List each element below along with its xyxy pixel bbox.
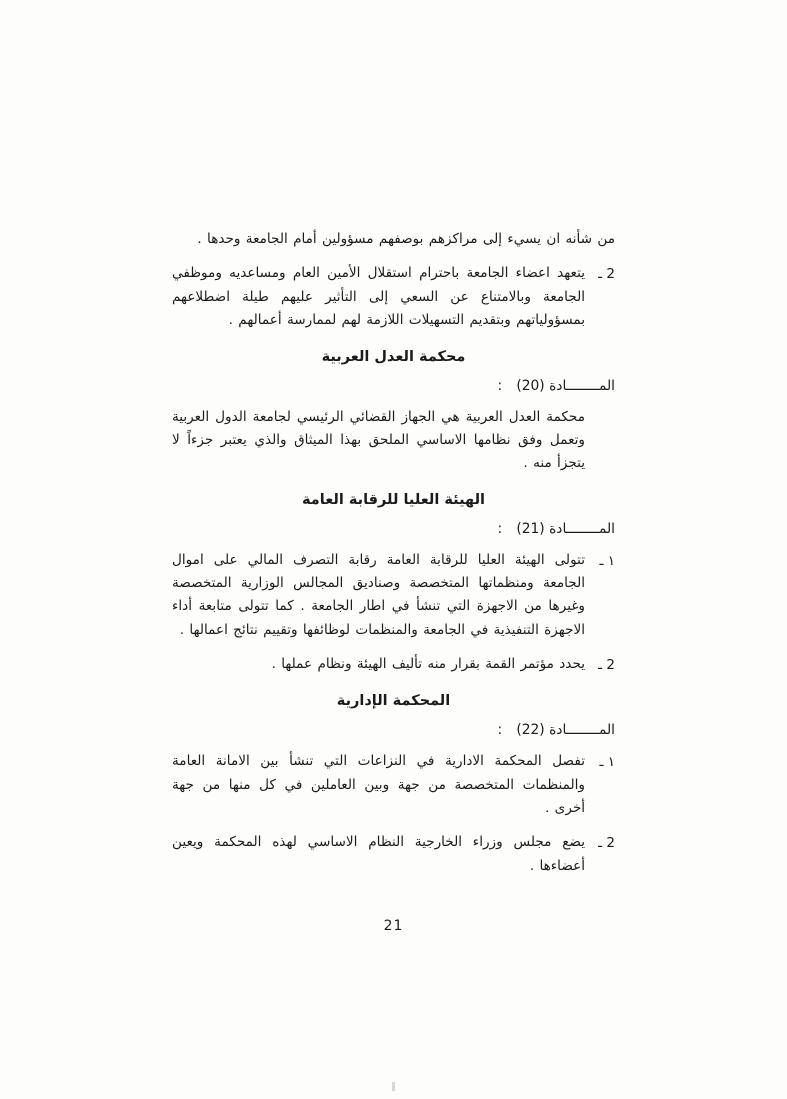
paragraph-text: محكمة العدل العربية هي الجهاز القضائي الرئيسي لجامعة الدول العربية وتعمل وفق نظامها الاساسي الملحق بهذا الميثاق والذي يعتبر جزءاً لا يتجزأ منه . [172, 408, 585, 472]
paragraph [172, 750, 615, 820]
paragraph-text: يتعهد اعضاء الجامعة باحترام استقلال الأمين العام ومساعديه وموظفي الجامعة وبالامتناع عن السعي إلى التأثير عليهم طيلة اضطلاعهم بمسؤولياتهم وبتقديم التسهيلات اللازمة لهم لممارسة أعمالهم . [172, 265, 585, 329]
paragraph [172, 228, 615, 251]
paragraph-marker: 2 ـ [598, 835, 615, 852]
paragraph-text: تتولى الهيئة العليا للرقابة العامة رقابة التصرف المالي على اموال الجامعة ومنظماتها المتخصصة وصناديق المجالس الوزارية المتخصصة وغيرها من الاجهزة التي تنشأ في اطار الجامعة . كما تتولى متابعة أداء الاجهزة التنفيذية في الجامعة والمنظمات لوظائفها وتقييم نتائج اعمالها . [172, 551, 585, 638]
paragraph-text: يحدد مؤتمر القمة بقرار منه تأليف الهيئة ونظام عملها . [271, 656, 585, 673]
paragraph [172, 406, 615, 476]
article-label: المــــــــادة (21) [516, 520, 615, 537]
paragraph-text: من شأنه ان يسيء إلى مراكزهم بوصفهم مسؤولين أمام الجامعة وحدها . [197, 231, 615, 247]
document-body [172, 228, 615, 889]
paragraph [172, 653, 615, 677]
paragraph [172, 262, 615, 332]
paragraph [172, 831, 615, 878]
paragraph-marker: 2 ـ [598, 657, 615, 674]
article-label: المــــــــادة (22) [516, 722, 615, 739]
article-label-line [172, 722, 615, 738]
section-heading: الهيئة العليا للرقابة العامة [301, 491, 486, 508]
section-heading: محكمة العدل العربية [321, 348, 466, 365]
page-number: 21 [383, 918, 404, 934]
paragraph-marker: ١ ـ [599, 754, 615, 771]
section-heading: المحكمة الإدارية [336, 693, 451, 710]
registration-mark [392, 1082, 395, 1091]
article-label: المــــــــادة (20) [516, 377, 615, 394]
article-label-line [172, 378, 615, 394]
paragraph [172, 549, 615, 643]
article-label-line [172, 521, 615, 537]
paragraph-text: تفصل المحكمة الادارية في النزاعات التي تنشأ بين الامانة العامة والمنظمات المتخصصة من جهة وبين العاملين في كل منها من جهة أخرى . [172, 753, 585, 817]
article-colon: : [497, 722, 503, 739]
paragraph-text: يضع مجلس وزراء الخارجية النظام الاساسي لهذه المحكمة ويعين أعضاءها . [172, 834, 585, 874]
article-colon: : [497, 520, 503, 537]
paragraph-marker: 2 ـ [598, 266, 615, 283]
article-colon: : [497, 377, 503, 394]
paragraph-marker: ١ ـ [599, 552, 615, 569]
